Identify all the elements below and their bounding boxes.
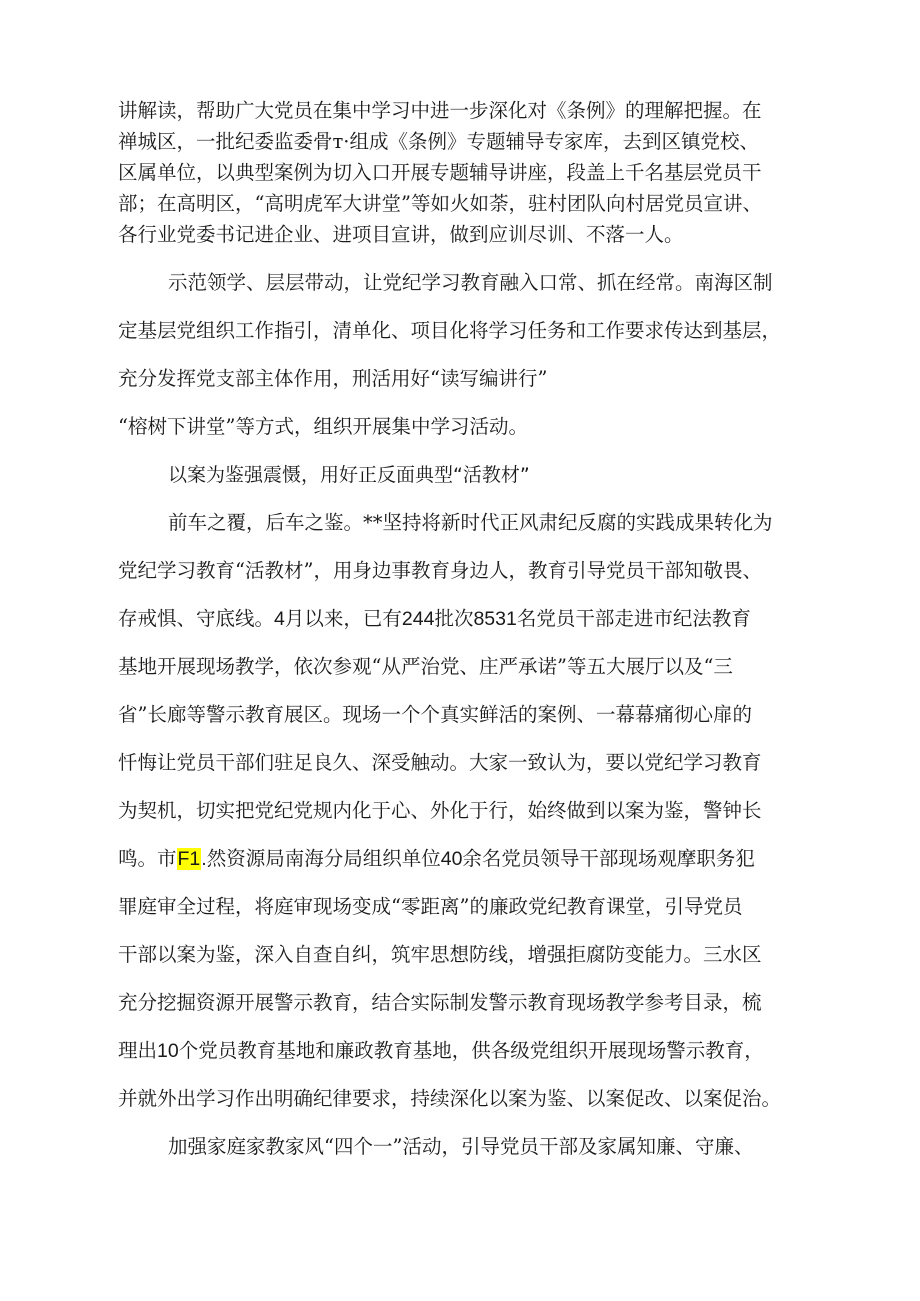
number: 10 xyxy=(157,1040,179,1062)
text-line: 部；在高明区，“高明虎军大讲堂”等如火如荼，驻村团队向村居党员宣讲、 xyxy=(118,192,762,215)
number: 8531 xyxy=(473,608,517,630)
text-segment: 然资源局南海分局组织单位 xyxy=(206,847,441,870)
text-line xyxy=(118,846,755,872)
text-segment: 批次 xyxy=(434,607,474,630)
section-heading: 以案为鉴强震慑，用好正反面典型“活教材” xyxy=(168,464,530,486)
text-line: 充分挖掘资源开展警示教育，结合实际制发警示教育现场教学参考目录，梳 xyxy=(118,991,762,1014)
text-line: 区属单位，以典型案例为切入口开展专题辅导讲座，段盖上千名基层党员干 xyxy=(118,161,762,184)
text-line: 并就外出学习作出明确纪律要求，持续深化以案为鉴、以案促改、以案促治。 xyxy=(118,1087,782,1110)
text-line: 定基层党组织工作指引，清单化、项目化将学习任务和工作要求传达到基层， xyxy=(118,319,782,342)
text-segment: 理出 xyxy=(118,1039,158,1062)
text-line: 忏悔让党员干部们驻足良久、深受触动。大家一致认为，要以党纪学习教育 xyxy=(118,751,762,774)
number: 4 xyxy=(274,608,285,630)
text-segment: 存戒惧、守底线。 xyxy=(118,607,275,630)
text-line: 干部以案为鉴，深入自查自纠，筑牢思想防线，增强拒腐防变能力。三水区 xyxy=(118,943,762,966)
text-line: 党纪学习教育“活教材”，用身边事教育身边人，教育引导党员干部知敬畏、 xyxy=(118,559,762,582)
text-line xyxy=(118,606,751,632)
number: 40 xyxy=(440,848,463,870)
highlighted-text: F1 xyxy=(177,848,201,870)
text-line: 禅城区，一批纪委监委骨т·组成《条例》专题辅导专家库，去到区镇党校、 xyxy=(118,130,759,153)
text-line: 充分发挥党支部主体作用，刑活用好“读写编讲行” xyxy=(118,367,548,390)
text-segment: 名党员干部走进市纪法教育 xyxy=(516,607,751,630)
text-line: “榕树下讲堂”等方式，组织开展集中学习活动。 xyxy=(118,415,528,438)
text-segment: 个党员教育基地和廉政教育基地，供各级党组织开展现场警示教育， xyxy=(178,1039,764,1062)
text-line: 前车之覆，后车之鉴。**坚持将新时代正风肃纪反腐的实践成果转化为 xyxy=(168,511,773,534)
text-line: 示范领学、层层带动，让党纪学习教育融入口常、抓在经常。南海区制 xyxy=(168,271,773,294)
text-segment: 鸣。市 xyxy=(118,847,177,870)
text-line: 基地开展现场教学，依次参观“从严治党、庄严承诺”等五大展厅以及“三 xyxy=(118,655,733,678)
text-line: 罪庭审全过程，将庭审现场变成“零距离”的廉政党纪教育课堂，引导党员 xyxy=(118,895,743,918)
text-line xyxy=(118,1038,764,1064)
text-line: 各行业党委书记进企业、进项目宣讲，做到应训尽训、不落一人。 xyxy=(118,223,684,246)
text-line: 省”长廊等警示教育展区。现场一个个真实鲜活的案例、一幕幕痛彻心扉的 xyxy=(118,703,752,726)
text-segment: 余名党员领导干部现场观摩职务犯 xyxy=(462,847,755,870)
text-line: 为契机，切实把党纪党规内化于心、外化于行，始终做到以案为鉴，警钟长 xyxy=(118,799,762,822)
text-line: 加强家庭家教家风“四个一”活动，引导党员干部及家属知廉、守廉、 xyxy=(168,1135,754,1158)
text-line: 讲解读，帮助广大党员在集中学习中进一步深化对《条例》的理解把握。在 xyxy=(118,99,762,122)
text-segment: 月以来，已有 xyxy=(284,607,402,630)
number: 244 xyxy=(401,608,435,630)
text-segment: . xyxy=(201,848,207,870)
